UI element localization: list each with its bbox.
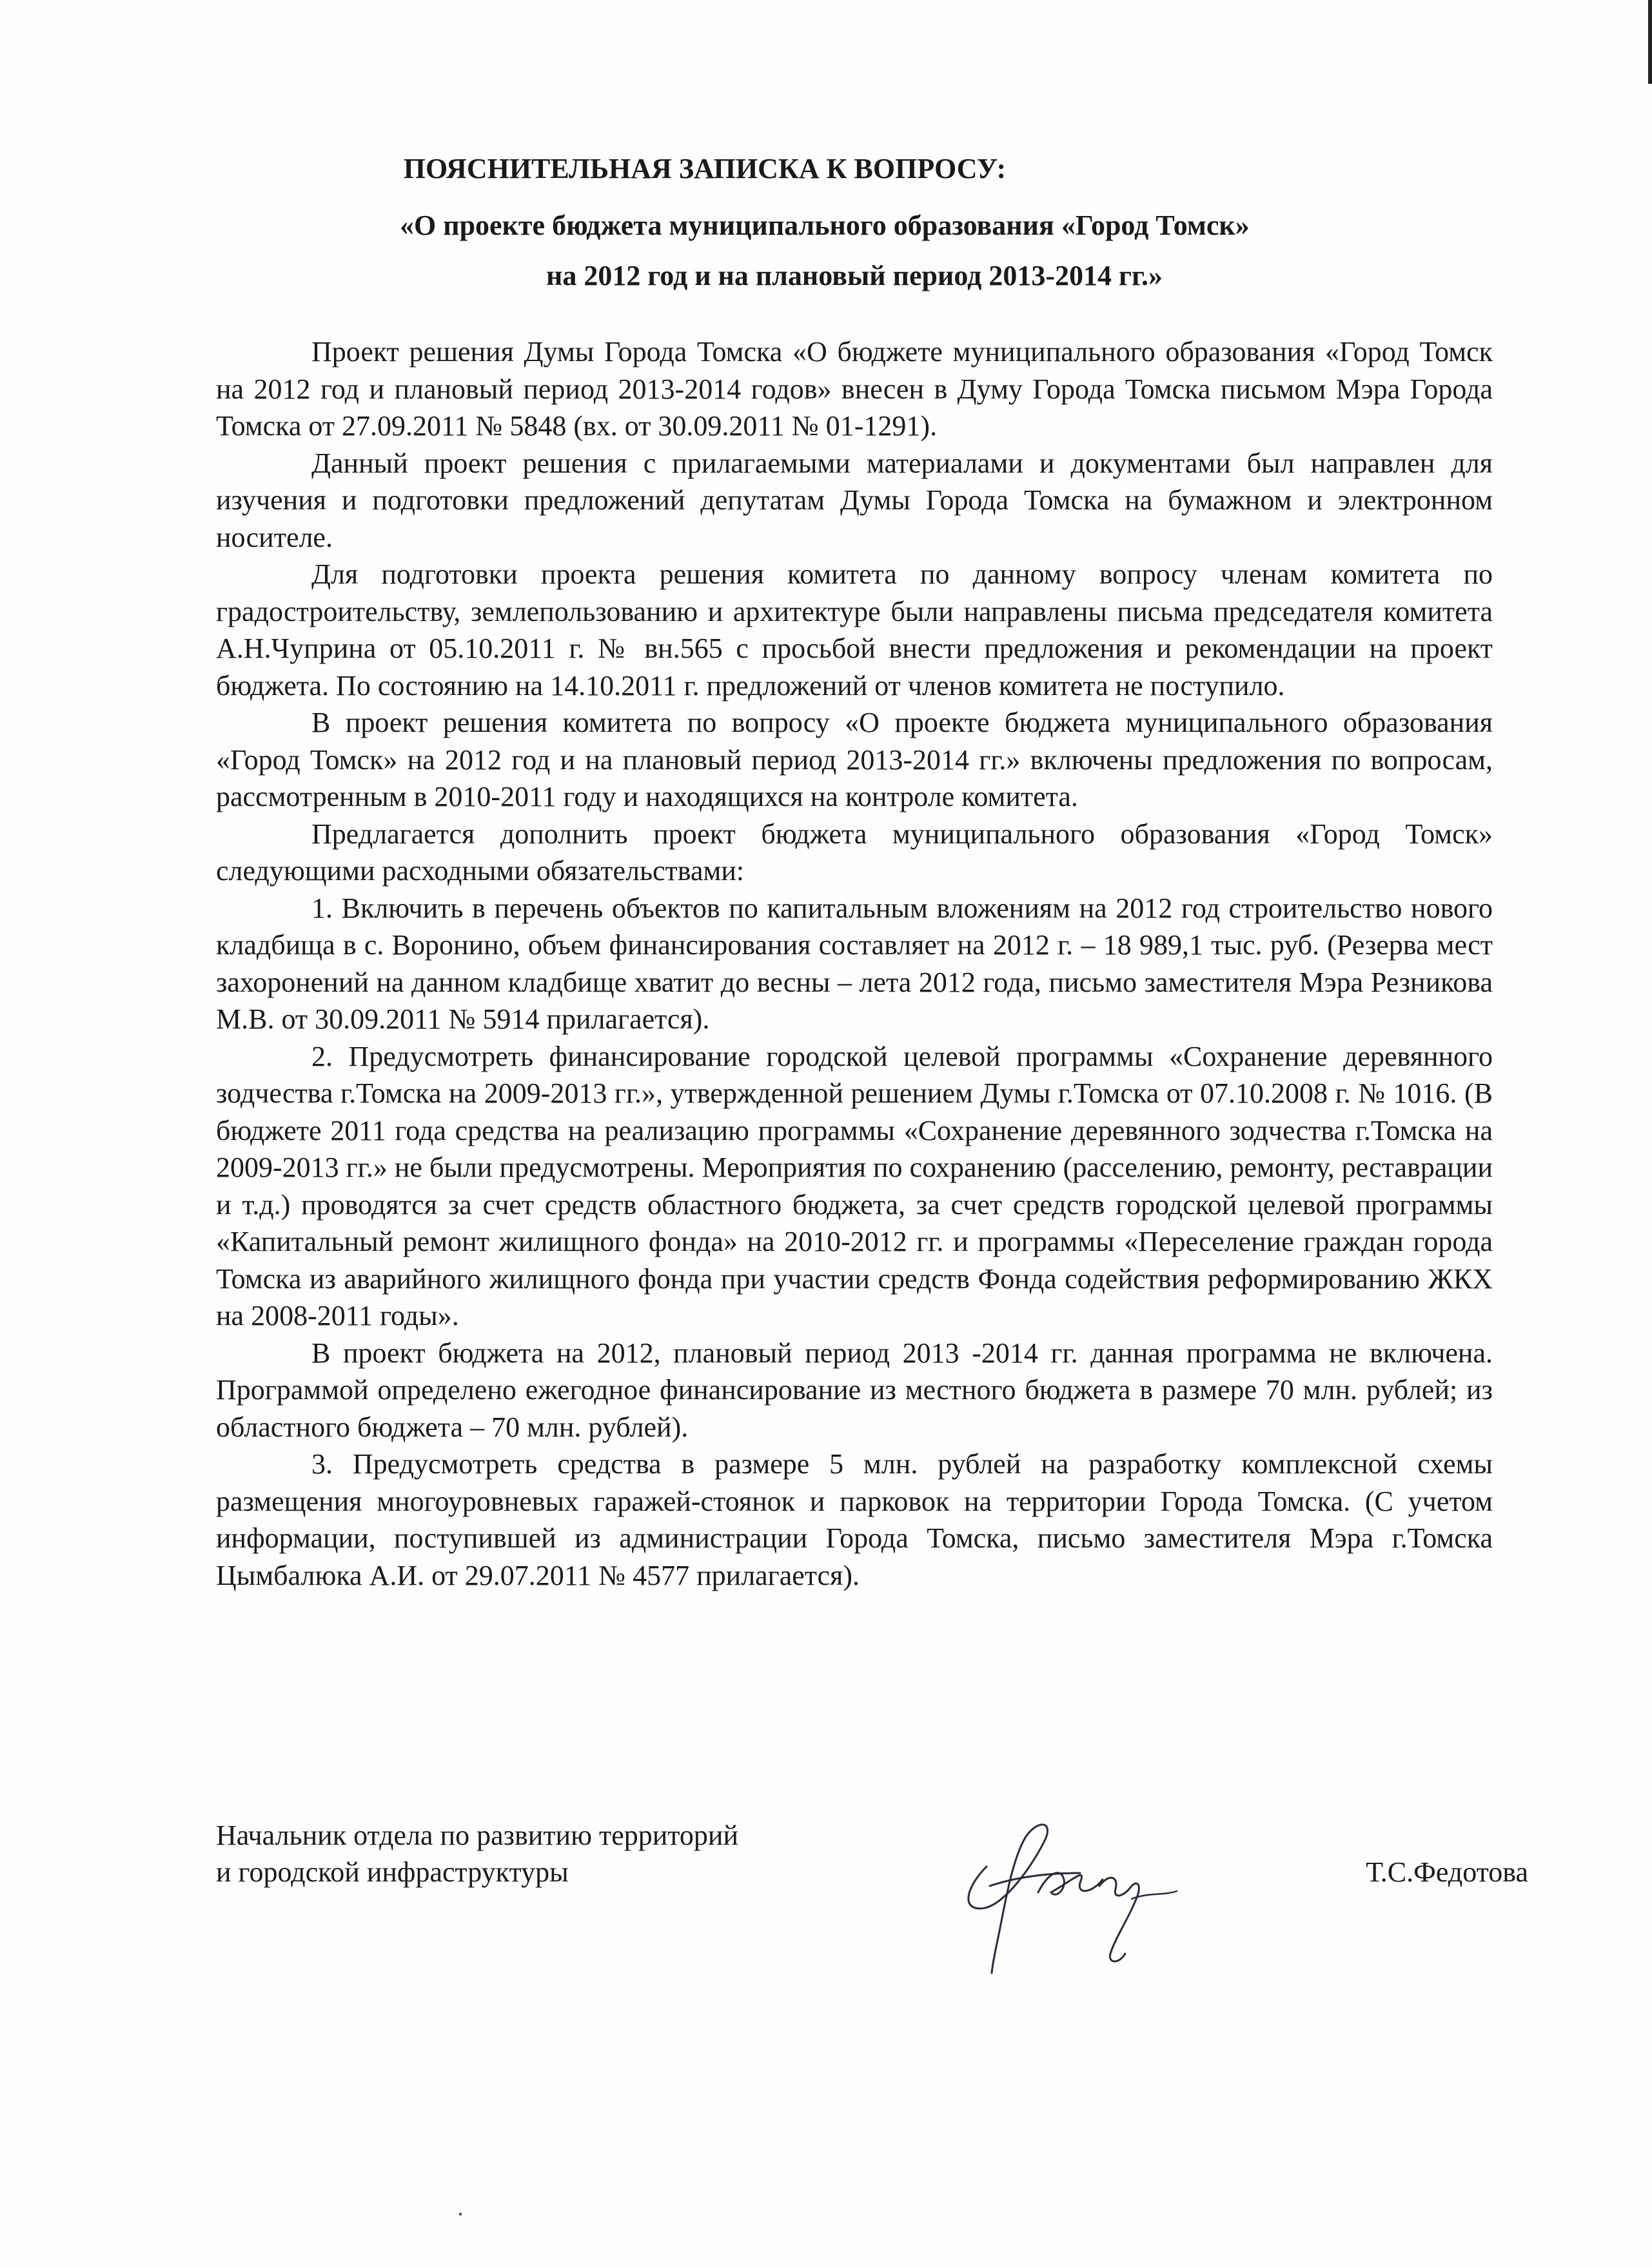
handwritten-signature-icon: [941, 1789, 1186, 1983]
list-item-1: 1. Включить в перечень объектов по капитальным вложениям на 2012 год строительство нового кладбища в с. Воронино, объем финансирования составляет на 2012 г. – 18 989,1 тыс. руб. (Резерва мест захоронений на данном кладбище хватит до весны – лета 2012 года, письмо заместителя Мэра Резникова М.В. от 30.09.2011 № 5914 прилагается).: [216, 892, 1493, 1035]
list-item-3: 3. Предусмотреть средства в размере 5 млн. рублей на разработку комплексной схемы размещения многоуровневых гаражей-стоянок и парковок на территории Города Томска. (С учетом информации, поступившей из администрации Города Томска, письмо заместителя Мэра г.Томска Цымбалюка А.И. от 29.07.2011 № 4577 прилагается).: [216, 1448, 1493, 1591]
signatory-role-line2: и городской инфраструктуры: [216, 1856, 569, 1888]
signatory-role-line1: Начальник отдела по развитию территорий: [216, 1820, 739, 1851]
document-title: ПОЯСНИТЕЛЬНАЯ ЗАПИСКА К ВОПРОСУ:: [403, 153, 1007, 184]
document-subtitle-line2: на 2012 год и на плановый период 2013-2014 гг.»: [546, 260, 1163, 291]
paragraph: Проект решения Думы Города Томска «О бюджете муниципального образования «Город Томск на 2012 год и плановый период 2013-2014 годов» внесен в Думу Города Томска письмом Мэра Города Томска от 27.09.2011 № 5848 (вх. от 30.09.2011 № 01-1291).: [216, 336, 1493, 442]
paragraph: Предлагается дополнить проект бюджета муниципального образования «Город Томск» следующими расходными обязательствами:: [216, 818, 1493, 887]
scan-edge-mark: [1648, 0, 1652, 84]
paragraph: В проект решения комитета по вопросу «О проекте бюджета муниципального образования «Город Томск» на 2012 год и на плановый период 2013-2014 гг.» включены предложения по вопросам, рассмотренным в 2010-2011 году и находящихся на контроле комитета.: [216, 707, 1493, 812]
signatory-role: [216, 1817, 861, 1890]
signatory-name: Т.С.Федотова: [1366, 1856, 1528, 1888]
document-body: [216, 333, 1493, 1594]
list-item-2: 2. Предусмотреть финансирование городской целевой программы «Сохранение деревянного зодчества г.Томска на 2009-2013 гг.», утвержденной решением Думы г.Томска от 07.10.2008 г. № 1016. (В бюджете 2011 года средства на реализацию программы «Сохранение деревянного зодчества г.Томска на 2009-2013 гг.» не были предусмотрены. Мероприятия по сохранению (расселению, ремонту, реставрации и т.д.) проводятся за счет средств областного бюджета, за счет средств городской целевой программы «Капитальный ремонт жилищного фонда» на 2010-2012 гг. и программы «Переселение граждан города Томска из аварийного жилищного фонда при участии средств Фонда содействия реформированию ЖКХ на 2008-2011 годы».: [216, 1040, 1493, 1331]
document-subtitle-line1: «О проекте бюджета муниципального образования «Город Томск»: [400, 210, 1250, 241]
paragraph: Данный проект решения с прилагаемыми материалами и документами был направлен для изучения и подготовки предложений депутатам Думы Города Томска на бумажном и электронном носителе.: [216, 447, 1493, 553]
paragraph: Для подготовки проекта решения комитета по данному вопросу членам комитета по градостроительству, землепользованию и архитектуре были направлены письма председателя комитета А.Н.Чуприна от 05.10.2011 г. № вн.565 с просьбой внести предложения и рекомендации на проект бюджета. По состоянию на 14.10.2011 г. предложений от членов комитета не поступило.: [216, 558, 1493, 702]
scan-speck: [459, 2213, 462, 2215]
paragraph: В проект бюджета на 2012, плановый период 2013 -2014 гг. данная программа не включена. Программой определено ежегодное финансирование из местного бюджета в размере 70 млн. рублей; из областного бюджета – 70 млн. рублей).: [216, 1337, 1493, 1443]
